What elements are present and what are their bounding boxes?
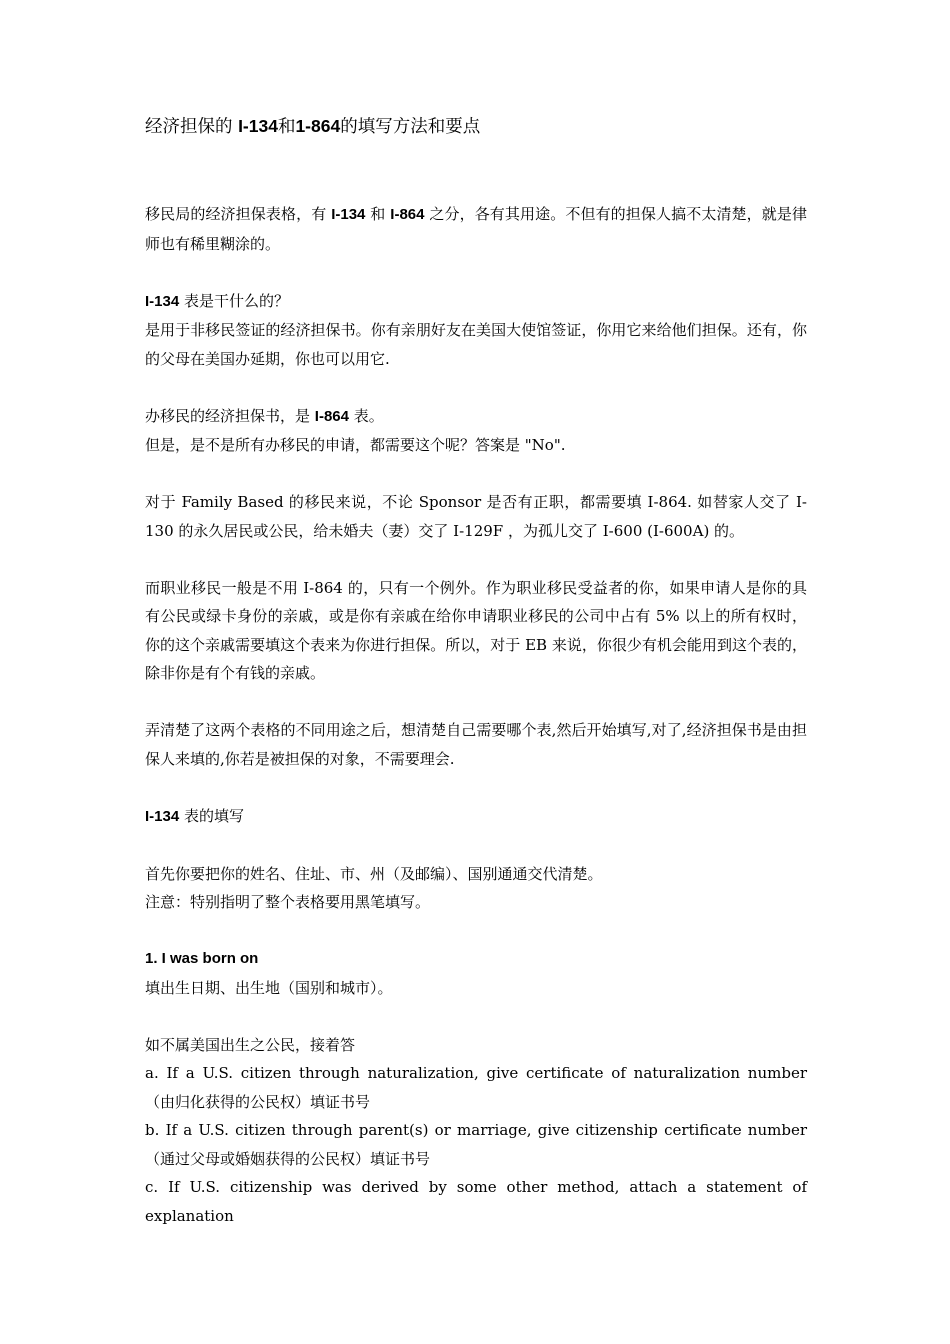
title-prefix: 经济担保的 [145,117,239,137]
note-line: 注意：特别指明了整个表格要用黑笔填写。 [145,893,431,911]
title-and: 和 [277,117,296,137]
item1-line: 填出生日期、出生地（国别和城市）。 [145,978,393,997]
option-c: c. If U.S. citizenship was derived by some other method, attach a statement of explanation [145,1178,807,1225]
title-form-1: I-134 [238,116,278,136]
i864-question: 但是，是不是所有办移民的申请，都需要这个呢？答案是 "No". [145,436,566,454]
item1-heading: 1. I was born on [145,950,259,967]
family-based-paragraph: 对于 Family Based 的移民来说，不论 Sponsor 是否有正职，都需要填 I-864. 如替家人交了 I-130 的永久居民或公民，给未婚夫（妻）交了 I-129F ，为孤儿交了 I-600 (I-600A) 的。 [145,493,807,540]
fill-heading-text: 表的填写 [179,806,244,825]
intro-form-2: I-864 [390,206,425,223]
option-a: a. If a U.S. citizen through naturalization, give certificate of naturalization number （由归化获得的公民权）填证书号 [145,1064,807,1111]
intro-form-1: I-134 [331,206,366,223]
intro-paragraph [145,200,807,258]
i134-question-text: 表是干什么的？ [179,291,289,310]
intro-text-2: 和 [365,205,391,223]
title-form-2: 1-864 [295,116,341,136]
i864-line [145,402,807,432]
i134-form-label: I-134 [145,292,180,310]
option-b: b. If a U.S. citizen through parent(s) or marriage, give citizenship certificate number （通过父母或婚姻获得的公民权）填证书号 [145,1121,807,1168]
i134-fill-heading [145,802,807,832]
i134-question [145,287,807,317]
i864-text-1: 办移民的经济担保书，是 [145,406,315,425]
intro-text-3: 之分，各有其用途。不但有的担保人搞不太清楚，就是律师也有稀里糊涂的。 [145,205,807,253]
title-suffix: 的填写方法和要点 [340,117,481,137]
first-line: 首先你要把你的姓名、住址、市、州（及邮编）、国别通通交代清楚。 [145,864,603,883]
fill-heading-form: I-134 [145,807,180,825]
non-us-lead: 如不属美国出生之公民，接着答 [145,1035,356,1054]
clarify-paragraph: 弄清楚了这两个表格的不同用途之后，想清楚自己需要哪个表,然后开始填写,对了,经济担保书是由担保人来填的,你若是被担保的对象，不需要理会. [145,721,807,768]
i864-text-2: 表。 [348,406,384,425]
i134-answer: 是用于非移民签证的经济担保书。你有亲朋好友在美国大使馆签证，你用它来给他们担保。还有，你的父母在美国办延期，你也可以用它. [145,321,807,368]
i864-form-label: I-864 [314,407,349,425]
intro-text-1: 移民局的经济担保表格，有 [145,205,332,223]
page-title [145,113,807,140]
employment-paragraph: 而职业移民一般是不用 I-864 的，只有一个例外。作为职业移民受益者的你，如果申请人是你的具有公民或绿卡身份的亲戚，或是你有亲戚在给你申请职业移民的公司中占有 5% 以上的所有权时，你的这个亲戚需要填这个表来为你进行担保。所以，对于 EB 来说，你很少有机会能用到这个表的，除非你是有个有钱的亲戚。 [145,578,807,682]
